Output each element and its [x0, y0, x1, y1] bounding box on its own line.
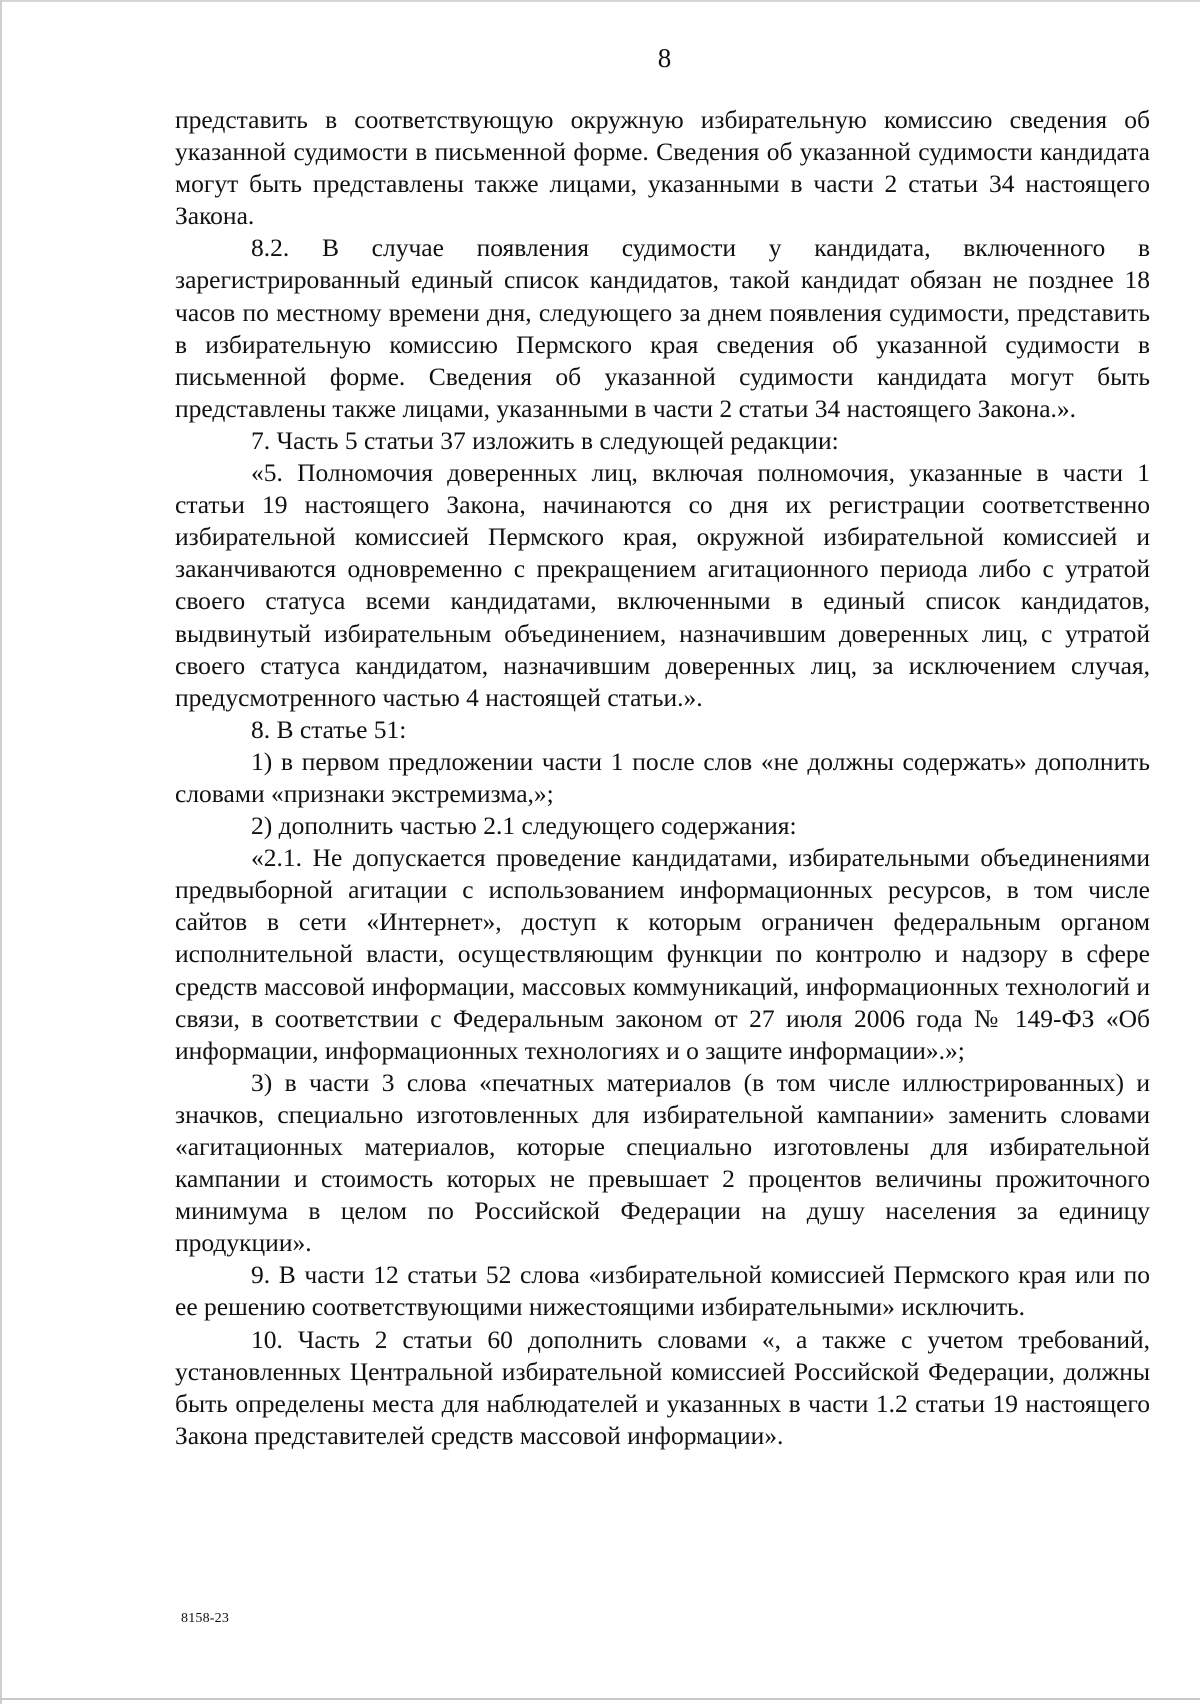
scan-edge-top — [0, 0, 1200, 2]
paragraph-continuation: представить в соответствующую окружную избирательную комиссию сведения об указанной судимости в письменной форме. Сведения об указанной судимости кандидата могут быть представлены также лицами, указанными в части 2 статьи 34 настоящего Закона. — [175, 105, 1150, 231]
paragraph-subitem-3: 3) в части 3 слова «печатных материалов (в том числе иллюстрированных) и значков, специально изготовленных для избирательной кампании» заменить словами «агитационных материалов, которые специально изготовлены для избирательной кампании и стоимость которых не превышает 2 процентов величины прожиточного минимума в целом по Российской Федерации на душу населения за единицу продукции». — [175, 1067, 1150, 1258]
paragraph-item-9: 9. В части 12 статьи 52 слова «избирательной комиссией Пермского края или по ее решению соответствующими нижестоящими избирательными» исключить. — [175, 1260, 1150, 1322]
paragraph-item-7: 7. Часть 5 статьи 37 изложить в следующей редакции: — [251, 425, 839, 455]
scan-edge-left — [0, 0, 2, 1704]
paragraph-quote-2-1: «2.1. Не допускается проведение кандидатами, избирательными объединениями предвыборной агитации с использованием информационных ресурсов, в том числе сайтов в сети «Интернет», доступ к которым ограничен федеральным органом исполнительной власти, осуществляющим функции по контролю и надзору в сфере средств массовой информации, массовых коммуникаций, информационных технологий и связи, в соответствии с Федеральным законом от 27 июля 2006 года № 149-ФЗ «Об информации, информационных технологиях и о защите информации».»; — [175, 843, 1150, 1065]
paragraph-item-8: 8. В статье 51: — [251, 714, 407, 744]
paragraph-subitem-2: 2) дополнить частью 2.1 следующего содержания: — [251, 811, 797, 841]
document-code: 8158-23 — [181, 1611, 230, 1626]
paragraph-8-2: 8.2. В случае появления судимости у кандидата, включенного в зарегистрированный единый список кандидатов, такой кандидат обязан не позднее 18 часов по местному времени дня, следующего за днем появления судимости, представить в избирательную комиссию Пермского края сведения об указанной судимости в письменной форме. Сведения об указанной судимости кандидата могут быть представлены также лицами, указанными в части 2 статьи 34 настоящего Закона.». — [175, 233, 1150, 423]
document-body — [175, 104, 1150, 1452]
paragraph-item-10: 10. Часть 2 статьи 60 дополнить словами «, а также с учетом требований, установленных Центральной избирательной комиссией Российской Федерации, должны быть определены места для наблюдателей и указанных в части 1.2 статьи 19 настоящего Закона представителей средств массовой информации». — [175, 1324, 1150, 1450]
scan-edge-bottom — [0, 1698, 1200, 1700]
page-number: 8 — [657, 43, 672, 73]
paragraph-quote-5: «5. Полномочия доверенных лиц, включая полномочия, указанные в части 1 статьи 19 настоящего Закона, начинаются со дня их регистрации соответственно избирательной комиссией Пермского края, окружной избирательной комиссией и заканчиваются одновременно с прекращением агитационного периода либо с утратой своего статуса всеми кандидатами, включенными в единый список кандидатов, выдвинутый избирательным объединением, назначившим доверенных лиц, с утратой своего статуса кандидатом, назначившим доверенных лиц, за исключением случая, предусмотренного частью 4 настоящей статьи.». — [175, 458, 1150, 712]
paragraph-subitem-1: 1) в первом предложении части 1 после слов «не должны содержать» дополнить словами «признаки экстремизма,»; — [175, 746, 1150, 808]
